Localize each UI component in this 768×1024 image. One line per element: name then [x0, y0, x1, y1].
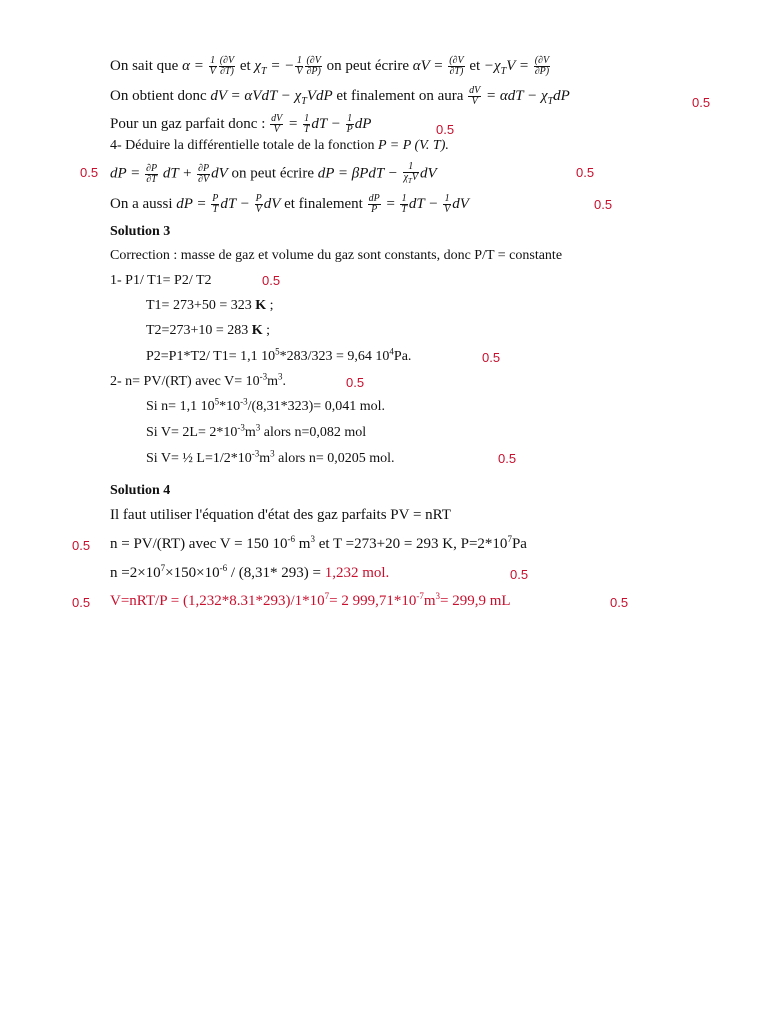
solution-3-q2: 2- n= PV/(RT) avec $V= 10^{-3}m^3$.: [110, 371, 287, 389]
solution-3-title: Solution 3: [110, 224, 171, 239]
solution-4-line2: $n =2\times 10^7\times 150\times 10^{-6} / (8,31*$ 293) = 1,232 mol.: [110, 563, 390, 581]
score-mark: 0.5: [482, 350, 501, 365]
score-mark: 0.5: [498, 451, 517, 466]
solution-3-t2: T2=273+10 = 283 K ;: [146, 323, 271, 338]
solution-3-s3: Si V= ½ $L=1/2*10^{-3}m^3$ alors n= 0,0205 mol.: [146, 448, 395, 466]
formula-line-dv: On obtient donc dV = $\alpha VdT - \chi_TVdP$ et finalement on aura $\frac{dV}{V}$ = $\alpha dT - \chi_TdP$: [110, 85, 570, 108]
formula-line-dp-over-p: On a aussi dP = $\frac{P}{T}$ dT − $\frac{P}{V}$ dV et finalement $\frac{dP}{P}$ = $\frac{1}{T}$ dT − $\frac{1}{V}$ dV: [110, 193, 469, 216]
solution-4-intro: Il faut utiliser l'équation d'état des gaz parfaits PV = nRT: [110, 507, 451, 523]
question-4: 4- Déduire la différentielle totale de la fonction P = P (V. T).: [110, 138, 449, 153]
solution-4-line3: $V=nRT/P = (1,232*8.31*293)/1*10^7= 2$ $999,71*10^{-7}m^3= 299,9$ mL: [110, 591, 511, 609]
formula-line-alpha-chi: On sait que α = $\frac{1}{V}$ $\frac{(\partial V}{\partial T)}$ et $\chi_T$ = − $\frac{1}{V}$ $\frac{(\partial V}{\partial P)}$ on peut écrire αV = $\frac{(\partial V}{\partial T)}$ et $-\chi_TV$ = $\frac{(\partial V}{\partial P)}$: [110, 55, 550, 78]
score-mark: 0.5: [80, 165, 99, 180]
solution-4-title: Solution 4: [110, 483, 171, 498]
score-mark: 0.5: [262, 273, 281, 288]
formula-line-ideal-gas: Pour un gaz parfait donc : $\frac{dV}{V}$ = $\frac{1}{T}$ dT − $\frac{1}{P}$ dP: [110, 113, 372, 136]
score-mark: 0.5: [594, 197, 613, 212]
solution-3-q1: 1- P1/ T1= P2/ T2: [110, 273, 212, 288]
solution-4-line1: n = PV/(RT) avec V = 150 $10^{-6}$ $m^3$ et T =273+20 = 293 K, $P=2*10^7Pa$: [110, 534, 527, 552]
score-mark: 0.5: [510, 567, 529, 582]
solution-3-t1: T1= 273+50 = 323 K ;: [146, 298, 274, 313]
score-mark: 0.5: [610, 595, 629, 610]
score-mark: 0.5: [436, 122, 455, 137]
solution-3-intro: Correction : masse de gaz et volume du gaz sont constants, donc P/T = constante: [110, 248, 563, 263]
score-mark: 0.5: [692, 95, 711, 110]
solution-3-s1: Si n= 1,1 $10^5*10^{-3}/(8,31*323)= 0,041$ mol.: [146, 396, 385, 414]
solution-3-p2: P2=P1*T2/ T1= 1,1 $10^5*283/323 = 9,64$ $10^4Pa$.: [146, 346, 412, 364]
score-mark: 0.5: [346, 375, 365, 390]
score-mark: 0.5: [72, 595, 91, 610]
formula-line-dp: dP = $\frac{\partial P}{\partial T}$ dT + $\frac{\partial P}{\partial V}$ dV on peut écrire dP = βPdT − $\frac{1}{\chi_TV}$ dV: [110, 161, 437, 185]
solution-3-s2: Si $V= 2L= 2*10^{-3}m^3$ alors n=0,082 mol: [146, 422, 367, 440]
score-mark: 0.5: [72, 538, 91, 553]
score-mark: 0.5: [576, 165, 595, 180]
